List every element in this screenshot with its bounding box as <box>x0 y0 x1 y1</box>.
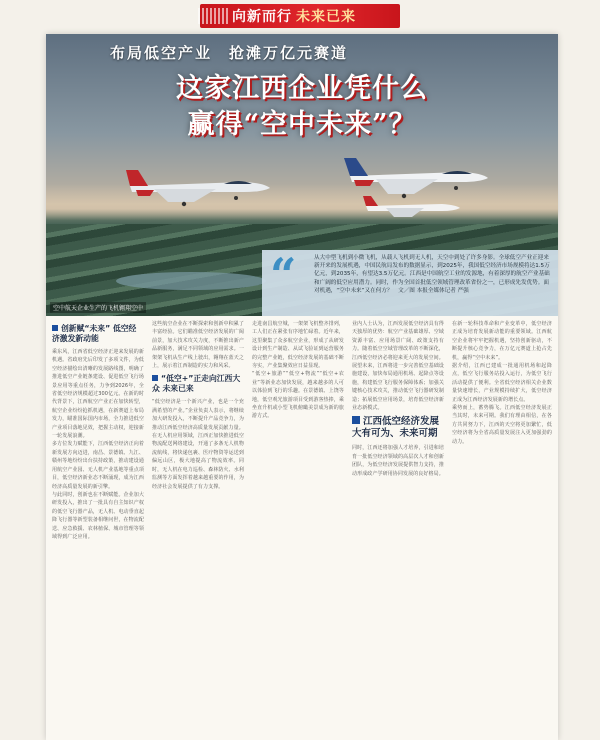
newspaper-page <box>46 34 558 740</box>
banner-title <box>232 6 356 26</box>
hero-photo <box>46 34 558 316</box>
headline-line-2: 赢得“空中未来”？ <box>187 109 417 140</box>
column-1 <box>52 320 144 740</box>
airplane-small-image <box>362 192 462 222</box>
paragraph: 走进南昌航空城，一架架飞机整齐排列，工人们正在紧张有序地忙碌着。近年来，这里聚集了众多航空企业，形成了从研发设计到生产制造、从试飞验证到运营服务的完整产业链，低空经济发展的基础不断夯实，产业集聚效应日益显现。 <box>252 321 344 370</box>
article-body <box>46 320 558 740</box>
paragraph: 与此同时，创新也在不断赋能。企业加大研发投入，推出了一批具有自主知识产权的低空飞行器产品，无人机、电动垂直起降飞行器等新型装备相继问世，在物流配送、应急救援、农林植保、城市管理等领域得到广泛应用。 <box>52 491 144 540</box>
paragraph: 多方位发力赋能下，江西低空经济正向着新发展方向迈进，南昌、景德镇、九江、赣州等地纷纷出台扶持政策，推动建设通用航空产业园、无人机产业基地等重点项目，低空经济新业态不断涌现，成为江西经济高质量发展的新引擎。 <box>52 441 144 490</box>
subhead-low-altitude-plus: “低空+”正走向江西大众 未来已来 <box>152 374 241 394</box>
paragraph: “低空+旅游”“低空+物流”“低空+农业”等新业态加快发展，越来越多的人可以体验到飞行的乐趣。在景德镇、上饶等地，低空观光旅游项目受到游客热捧，乘坐直升机或小型飞机俯瞰美景成为新的旅游方式。 <box>252 371 344 420</box>
column-3 <box>252 320 344 740</box>
photo-credit: 空中航天企业生产的飞机翱翔空中 <box>50 302 146 313</box>
paragraph: 乘势而上，蓄势腾飞。江西低空经济发展正当其时，未来可期。我们有理由相信，在各方共同努力下，江西的天空将更加繁忙，低空经济将为全省高质量发展注入更加强劲的动力。 <box>452 405 552 445</box>
airplane-left-image <box>124 162 274 210</box>
paragraph: 业内人士认为，江西发展低空经济具有得天独厚的优势：航空产业基础雄厚、空域资源丰富、应用场景广阔、政策支持有力。随着低空空域管理改革的不断深化，江西低空经济必将迎来更大的发展空间。 <box>352 321 444 361</box>
quote-mark-icon: “ <box>270 248 297 302</box>
column-4 <box>352 320 444 740</box>
headline-line-1: 这家江西企业凭什么 <box>176 73 428 104</box>
article-kicker: 布局低空产业 抢滩万亿元赛道 <box>110 44 349 62</box>
photo-caption: 从大中型飞机到小微飞机，从载人飞机到无人机，天空中到处了许多身影。全球低空产业正迎来新开来的发展机遇，中国民航局发布的数据显示，到2025年，我国低空经济市场规模将达1.5万亿元，到2035年，有望达3.5万亿元。江西是中国航空工业的发源地，有着深厚的航空产业基础和广阔的低空应用潜力。同时，作为全国首批低空领域管理改革省份之一，已形成先发优势。面对机遇，“空中未来”又在何方？ 文／图 本报全媒体记者 严强 <box>314 255 550 294</box>
subhead-innovation: 创新赋“未来” 低空经济激发新动能 <box>52 324 137 343</box>
paragraph: 这些航空企业在不断探索和创新中积累了丰富经验。它们瞄准低空经济发展的广阔前景，加大技术攻关力度，不断推出新产品新服务，满足不同领域的应用需求。一架架飞机从生产线上驶出，翱翔在蓝天之上，展示着江西制造的实力和风采。 <box>152 321 244 370</box>
column-2 <box>152 320 244 740</box>
square-bullet-icon <box>52 325 58 331</box>
column-5 <box>452 320 552 740</box>
paragraph: 同时，江西还将加强人才培养，引进和培育一批低空经济领域的高层次人才和创新团队，为低空经济发展提供智力支持，推动形成政产学研用协同发展的良好格局。 <box>352 445 444 477</box>
paragraph: “低空经济是一个新兴产业，也是一个充满希望的产业。”企业负责人表示，将继续加大研发投入，不断提升产品竞争力，为推动江西低空经济高质量发展贡献力量。 <box>152 399 244 431</box>
subhead-jiangxi-prospects: 江西低空经济发展大有可为、未来可期 <box>352 416 440 440</box>
paragraph: 据介绍，江西已建成一批通用机场和起降点，低空飞行服务站投入运行，为低空飞行活动提供了便利。全省低空经济相关企业数量快速增长，产业规模持续扩大，低空经济正成为江西经济发展新的增长点。 <box>452 363 552 403</box>
paragraph: 在无人机应用领域，江西正加快推进低空物流配送网络建设，开通了多条无人机物流航线，将快递包裹、医疗物资等运送到偏远山区，极大地提高了物流效率。同时，无人机在电力巡检、森林防火、水利监测等方面发挥着越来越重要的作用，为经济社会发展提供了有力支撑。 <box>152 433 244 490</box>
banner-section: 向新而行 <box>232 9 292 25</box>
paragraph: 展望未来，江西将进一步完善低空基础设施建设，加快布局通用机场、起降点等设施，构建低空飞行服务保障体系；加强关键核心技术攻关，推动低空飞行器研发制造；拓展低空应用场景，培育低空经济新业态新模式。 <box>352 363 444 412</box>
paragraph: 在新一轮科技革命和产业变革中，低空经济正成为培育发展新动能的重要领域。江西航空企业将牢牢把握机遇，坚持创新驱动，不断提升核心竞争力，在万亿元赛道上抢占先机，赢得“空中未来”。 <box>452 321 552 361</box>
banner-pattern <box>198 8 228 24</box>
banner-slogan: 未来已来 <box>296 9 356 25</box>
square-bullet-icon <box>152 375 158 381</box>
paragraph: 乘东风，江西省低空经济正迎来发展的新机遇。省政府先后印发了多项文件，为低空经济描绘出清晰的发展路线图，明确了推进低空产业链条建设、促进低空飞行场景应用等重点任务，力争到2026年，全省低空经济规模超过300亿元。在新的时代背景下，江西航空产业正在加快转型，航空企业纷纷抢抓机遇，在新赛道上布局发力，瞄准国际国内市场，全力推进低空产业项目落地见效，把握主动权，迎接新一轮发展浪潮。 <box>52 349 144 440</box>
square-bullet-icon <box>352 416 360 424</box>
photo-water <box>116 272 266 290</box>
section-banner <box>0 0 600 32</box>
